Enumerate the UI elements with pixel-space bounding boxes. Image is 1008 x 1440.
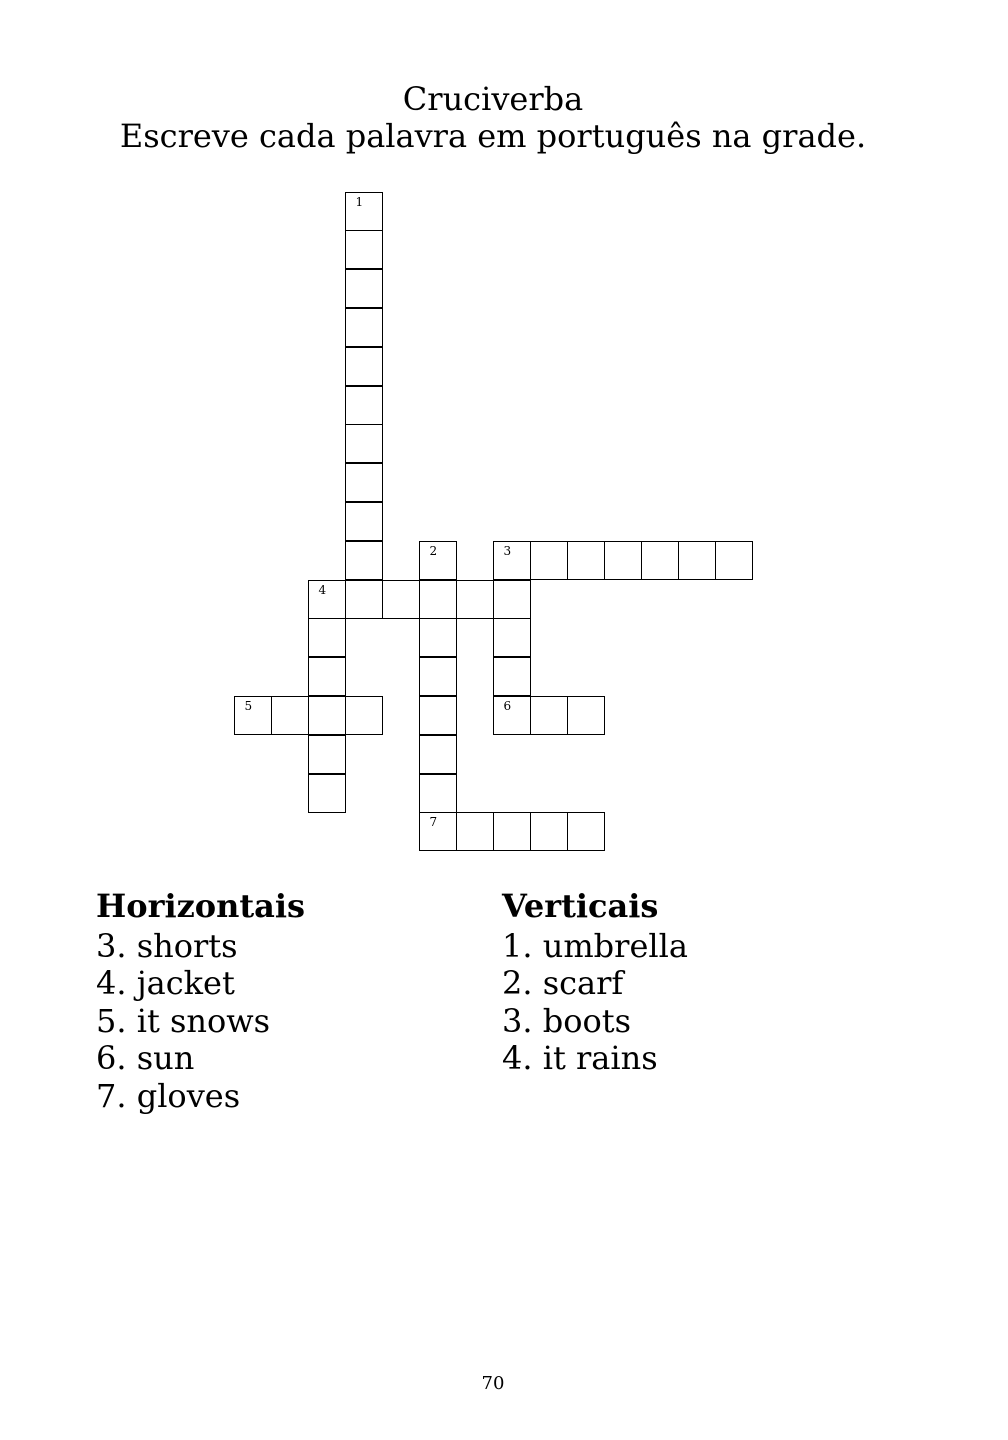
- grid-cell[interactable]: [493, 618, 531, 657]
- grid-cell[interactable]: [419, 618, 457, 657]
- grid-cell[interactable]: [382, 580, 420, 619]
- down-clue: [502, 1003, 688, 1041]
- cell-number: 4: [318, 582, 327, 597]
- clue-number: 6.: [96, 1039, 127, 1077]
- grid-cell[interactable]: [345, 269, 383, 308]
- clue-number: 4.: [502, 1039, 533, 1077]
- clue-number: 7.: [96, 1076, 127, 1115]
- grid-cell[interactable]: [234, 696, 272, 735]
- grid-cell[interactable]: [419, 657, 457, 696]
- grid-cell[interactable]: [345, 192, 383, 231]
- grid-cell[interactable]: [493, 541, 531, 580]
- across-clue: [96, 965, 305, 1003]
- clue-number: 5.: [96, 1001, 127, 1040]
- grid-cell[interactable]: [345, 502, 383, 541]
- clue-text: it rains: [542, 1039, 658, 1077]
- grid-cell[interactable]: [308, 580, 346, 619]
- grid-cell[interactable]: [567, 812, 605, 851]
- grid-cell[interactable]: [493, 657, 531, 696]
- clue-text: shorts: [136, 926, 238, 965]
- grid-cell[interactable]: [271, 696, 309, 735]
- grid-cell[interactable]: [530, 541, 568, 580]
- grid-cell[interactable]: [493, 696, 531, 735]
- grid-cell[interactable]: [493, 812, 531, 851]
- clue-text: scarf: [542, 964, 624, 1002]
- clue-text: gloves: [136, 1076, 241, 1115]
- clue-number: 3.: [96, 926, 127, 965]
- clue-text: umbrella: [542, 926, 688, 965]
- grid-cell[interactable]: [604, 541, 642, 580]
- grid-cell[interactable]: [678, 541, 716, 580]
- grid-cell[interactable]: [345, 230, 383, 269]
- grid-cell[interactable]: [345, 347, 383, 386]
- clue-text: sun: [136, 1039, 195, 1077]
- grid-cell[interactable]: [345, 696, 383, 735]
- cell-number: 1: [355, 194, 364, 209]
- grid-cell[interactable]: [419, 696, 457, 735]
- down-clue: [502, 928, 688, 966]
- cell-number: 5: [244, 698, 253, 713]
- cell-number: 7: [429, 815, 438, 830]
- across-clue: [96, 1040, 305, 1078]
- grid-cell[interactable]: [419, 774, 457, 813]
- grid-cell[interactable]: [345, 386, 383, 425]
- across-clue: [96, 1078, 305, 1116]
- grid-cell[interactable]: [715, 541, 753, 580]
- across-clue: [96, 1003, 305, 1041]
- grid-cell[interactable]: [530, 696, 568, 735]
- clue-number: 4.: [96, 964, 127, 1002]
- clue-text: it snows: [136, 1001, 271, 1040]
- cell-number: 6: [503, 698, 512, 713]
- instruction-text: Escreve cada palavra em português na grade.: [119, 117, 867, 155]
- down-clues: [502, 888, 688, 1078]
- grid-cell[interactable]: [419, 812, 457, 851]
- grid-cell[interactable]: [345, 308, 383, 347]
- clue-number: 2.: [502, 964, 533, 1002]
- grid-cell[interactable]: [308, 774, 346, 813]
- grid-cell[interactable]: [419, 580, 457, 619]
- down-clue: [502, 965, 688, 1003]
- clue-number: 3.: [502, 1001, 533, 1040]
- grid-cell[interactable]: [530, 812, 568, 851]
- grid-cell[interactable]: [493, 580, 531, 619]
- grid-cell[interactable]: [419, 735, 457, 774]
- grid-cell[interactable]: [456, 580, 494, 619]
- cell-number: 2: [429, 543, 438, 558]
- clue-text: jacket: [136, 964, 235, 1002]
- grid-cell[interactable]: [345, 541, 383, 580]
- grid-cell[interactable]: [345, 580, 383, 619]
- grid-cell[interactable]: [308, 735, 346, 774]
- grid-cell[interactable]: [567, 696, 605, 735]
- grid-cell[interactable]: [308, 618, 346, 657]
- grid-cell[interactable]: [308, 657, 346, 696]
- across-clues: [96, 888, 305, 1115]
- grid-cell[interactable]: [567, 541, 605, 580]
- grid-cell[interactable]: [345, 424, 383, 463]
- across-heading: Horizontais: [96, 887, 306, 925]
- clue-number: 1.: [502, 926, 533, 965]
- page-number: 70: [481, 1373, 505, 1394]
- grid-cell[interactable]: [308, 696, 346, 735]
- down-clue: [502, 1040, 688, 1078]
- grid-cell[interactable]: [456, 812, 494, 851]
- down-heading: Verticais: [502, 887, 659, 925]
- across-clue: [96, 928, 305, 966]
- grid-cell[interactable]: [641, 541, 679, 580]
- clue-text: boots: [542, 1001, 631, 1040]
- page-title: Cruciverba: [402, 80, 584, 118]
- grid-cell[interactable]: [345, 463, 383, 502]
- grid-cell[interactable]: [419, 541, 457, 580]
- cell-number: 3: [503, 543, 512, 558]
